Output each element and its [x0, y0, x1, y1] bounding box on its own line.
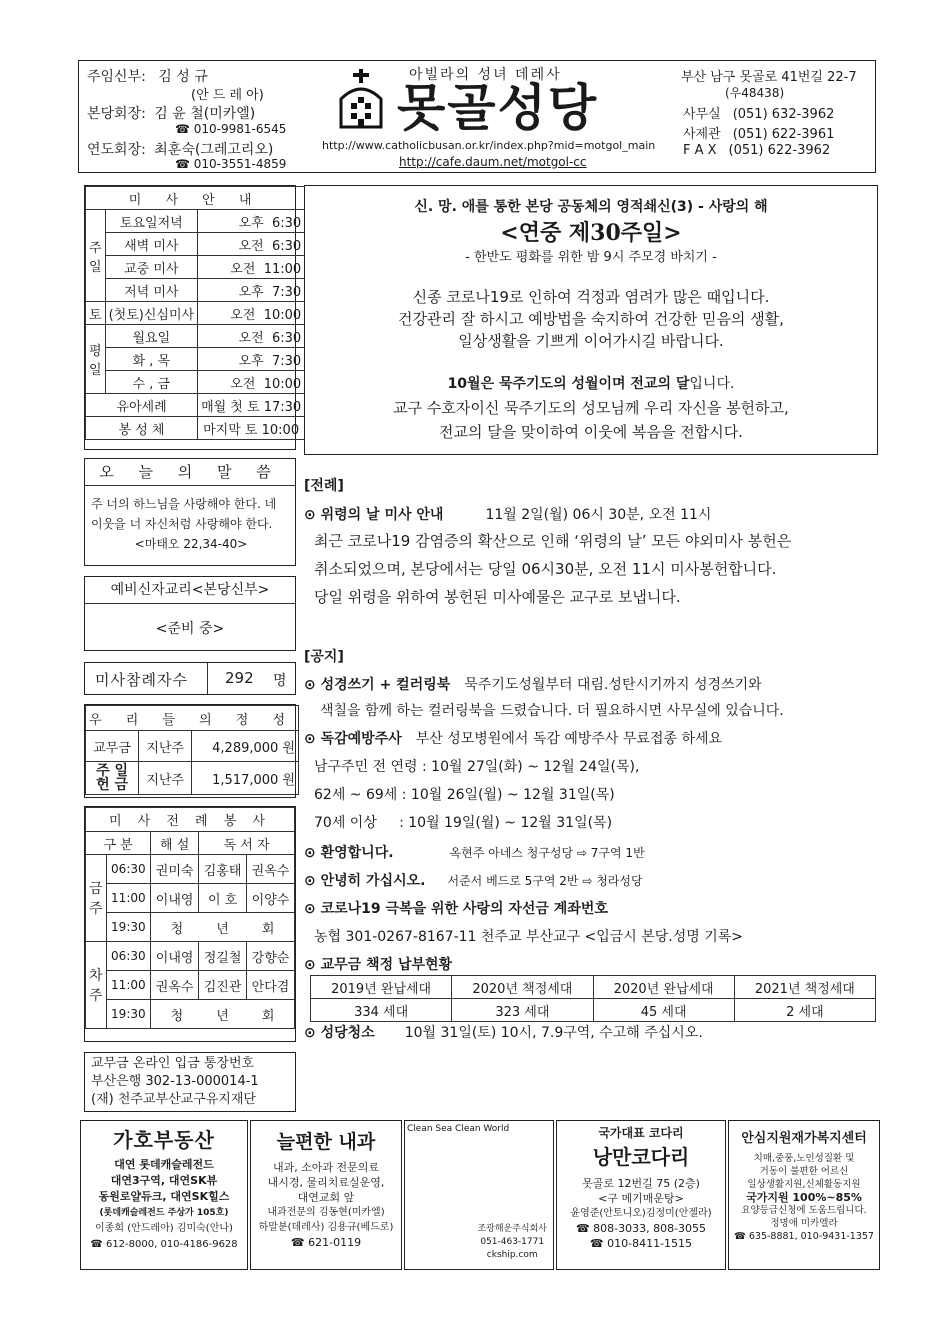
mass-name: (첫토)신심미사 [105, 302, 198, 325]
table-row [86, 394, 305, 417]
mass-ampm: 오전 [238, 238, 264, 254]
ad-tagline: 국가대표 코다리 [598, 1126, 684, 1140]
mass-name: 저녁 미사 [105, 279, 198, 302]
welcome-text: 옥현주 아네스 청구성당 ⇨ 7구역 1반 [449, 846, 645, 860]
pastor-label: 주임신부: [87, 69, 146, 85]
church-name: 못골성당 [397, 79, 599, 137]
service-person: 이내영 [151, 942, 199, 971]
office-label: 사무실 [683, 107, 721, 122]
dues-status-item [304, 954, 452, 974]
account-number: 부산은행 302-13-000014-1 [91, 1074, 259, 1089]
table-row [311, 999, 876, 1022]
mass-time-value: 6:30 [271, 215, 302, 231]
senior-row [87, 139, 273, 159]
table-row [86, 348, 305, 371]
service-person: 정길철 [199, 942, 247, 971]
mass-title: 미 사 안 내 [86, 187, 305, 210]
flu-shot-item [304, 728, 722, 748]
rectory-phone: (051) 622-3961 [732, 127, 835, 142]
flu-shot-line: 62세 ~ 69세 : 10월 26일(월) ~ 12월 31일(목) [314, 787, 615, 803]
service-person: 이양수 [247, 884, 295, 913]
circle-bullet-icon: ⊙ [304, 1025, 321, 1041]
table-row [311, 976, 876, 999]
ad-line: 내시경, 물리치료실운영, [267, 1176, 385, 1189]
chair-phone: 010-9981-6545 [193, 122, 287, 136]
october-line: 전교의 달을 맞이하여 이웃에 복음을 전합시다. [439, 423, 743, 441]
fax-label: F A X [683, 143, 717, 158]
table-row [86, 302, 305, 325]
table-row [86, 371, 305, 394]
ad-phone: 808-3033, 808-3055 [593, 1222, 707, 1235]
communion-label: 봉 성 체 [86, 417, 198, 440]
youth-group: 청 년 회 [151, 1000, 295, 1029]
greeting-line: 신종 코로나19로 인하여 걱정과 염려가 많은 때입니다. [412, 288, 770, 306]
greeting-line: 건강관리 잘 하시고 예방법을 숙지하여 건강한 믿음의 생활, [398, 310, 784, 328]
table-row [86, 884, 295, 913]
table-row [86, 233, 305, 256]
bible-coloring-item [304, 674, 762, 694]
ad-phone: 010-8411-1515 [607, 1237, 693, 1250]
ad-phone: 612-8000, 010-4186-9628 [105, 1239, 238, 1250]
farewell-text: 서준서 베드로 5구역 2반 ⇨ 청라성당 [447, 874, 643, 888]
ad-line: 조광해운주식회사 [477, 1224, 547, 1234]
table-row [86, 1000, 295, 1029]
communion-time: 마지막 토 10:00 [198, 417, 305, 440]
bible-coloring-text: 묵주기도성월부터 대림.성탄시기까지 성경쓰기와 [464, 677, 762, 693]
table-row [86, 417, 305, 440]
table-row [86, 942, 295, 971]
dues-header: 2019년 완납세대 [311, 976, 452, 999]
fax-row [683, 143, 830, 158]
mass-time [198, 256, 305, 279]
pastor-row [87, 66, 208, 86]
column-header: 해 설 [151, 832, 199, 855]
catechism-body: <준비 중> [155, 621, 225, 637]
dues-status-table [310, 975, 876, 1022]
catechism-box [84, 576, 296, 651]
offering-label [86, 762, 139, 795]
ad-slogan: Clean Sea Clean World [407, 1124, 510, 1134]
dues-header: 2021년 책정세대 [734, 976, 875, 999]
offering-box [84, 704, 296, 798]
ad-line: 대연3구역, 대연SK뷰 [110, 1174, 218, 1187]
mass-ampm: 오후 [238, 215, 264, 231]
ad-line: 대연 롯데캐슬레전드 [114, 1158, 214, 1171]
ad-line: 치매,중풍,노인성질환 및 [753, 1153, 855, 1164]
service-time: 11:00 [106, 971, 151, 1000]
mass-schedule-box [84, 185, 302, 450]
farewell-title: 안녕히 가십시오. [320, 873, 426, 889]
office-phone: (051) 632-3962 [732, 107, 835, 122]
ad-shipping [404, 1120, 554, 1270]
mass-table [85, 186, 305, 440]
phone-icon: ☎ [575, 1222, 594, 1235]
cleaning-text: 10월 31일(토) 10시, 7.9구역, 수고해 주십시오. [404, 1025, 703, 1041]
mass-time-value: 7:30 [271, 353, 302, 369]
service-person: 권옥수 [151, 971, 199, 1000]
table-row [86, 279, 305, 302]
chair-row [87, 103, 255, 123]
table-row [86, 855, 295, 884]
flu-shot-title: 독감예방주사 [320, 731, 402, 747]
service-person: 안다겸 [247, 971, 295, 1000]
cafe-link[interactable]: http://cafe.daum.net/motgol-cc [399, 155, 587, 169]
offering-label: 교무금 [86, 731, 139, 762]
senior-phone: 010-3551-4859 [193, 157, 287, 171]
circle-bullet-icon: ⊙ [304, 507, 321, 523]
senior-label: 연도회장: [87, 142, 146, 158]
todays-word-box [84, 458, 296, 566]
circle-bullet-icon: ⊙ [304, 677, 321, 693]
circle-bullet-icon: ⊙ [304, 957, 321, 973]
circle-bullet-icon: ⊙ [304, 731, 321, 747]
ad-gaho-realestate [80, 1120, 248, 1270]
welcome-item [304, 842, 645, 862]
service-person: 강향순 [247, 942, 295, 971]
chair-label: 본당회장: [87, 106, 146, 122]
dues-value: 334 세대 [311, 999, 452, 1022]
greeting-line: 일상생활을 기쁘게 이어가시길 바랍니다. [458, 332, 724, 350]
ad-name: 가호부동산 [113, 1128, 215, 1152]
ad-line: 동원로얄듀크, 대연SK힐스 [98, 1190, 230, 1203]
chair-name: 김 윤 철(미카엘) [154, 106, 256, 122]
circle-bullet-icon: ⊙ [304, 845, 321, 861]
mass-time-value: 11:00 [263, 261, 302, 277]
phone-icon: ☎ [175, 122, 194, 136]
saturday-label: 토 [86, 302, 106, 325]
cleaning-item [304, 1022, 703, 1042]
mass-name: 교중 미사 [105, 256, 198, 279]
ad-line: 국가지원 100%~85% [746, 1191, 862, 1204]
mass-ampm: 오전 [230, 261, 256, 277]
attendance-box [84, 662, 296, 695]
farewell-item [304, 870, 643, 890]
mass-time [198, 233, 305, 256]
memorial-mass-title: 위령의 날 미사 안내 [320, 507, 444, 523]
address: 부산 남구 못골로 41번길 22-7 [681, 70, 857, 85]
account-holder: (재) 천주교부산교구유지재단 [91, 1092, 256, 1107]
attendance-label: 미사참례자수 [95, 671, 188, 689]
infant-baptism-label: 유아세례 [86, 394, 198, 417]
pastor-name: 김 성 규 [158, 69, 208, 85]
offering-week: 지난주 [139, 762, 192, 795]
dues-header: 2020년 책정세대 [452, 976, 593, 999]
notices-area [304, 470, 882, 1070]
bible-coloring-line: 색칠을 함께 하는 컬러링북을 드렸습니다. 더 필요하시면 사무실에 있습니다. [320, 703, 784, 719]
phone-icon: ☎ [589, 1237, 608, 1250]
mass-name: 새벽 미사 [105, 233, 198, 256]
table-row [86, 762, 299, 795]
mass-time-value: 10:00 [263, 376, 302, 392]
todays-word-line: 이웃을 너 자신처럼 사랑해야 한다. [91, 517, 273, 531]
ad-line: 요양등급신청에 도움드립니다. [741, 1205, 867, 1216]
ad-line: 윤영준(안토니오)김정미(안젤라) [570, 1208, 712, 1219]
ad-line: 일상생활지원,신체활동지원 [747, 1179, 861, 1190]
service-person: 김홍태 [199, 855, 247, 884]
notice-heading: [공지] [304, 649, 344, 665]
ad-line: <구 메기매운탕> [598, 1192, 684, 1205]
dues-status-title: 교무금 책정 납부현황 [320, 957, 453, 973]
phone-icon: ☎ [734, 1231, 749, 1242]
rectory-label: 사제관 [683, 127, 721, 142]
ad-line: 이종희 (안드레아) 김미숙(안나) [95, 1223, 233, 1234]
service-time: 11:00 [106, 884, 151, 913]
service-person: 이 호 [199, 884, 247, 913]
sunday-offering-label: 헌 금 [96, 777, 129, 793]
mass-ampm: 오후 [238, 284, 264, 300]
mass-ampm: 오전 [238, 330, 264, 346]
senior-phone-row [175, 157, 286, 171]
ad-line: 하말분(데레사) 김용규(베드로) [258, 1222, 394, 1233]
ad-phone: 051-463-1771 [480, 1237, 545, 1247]
charity-fund-account: 농협 301-0267-8167-11 천주교 부산교구 <입금시 본당.성명 기록> [314, 929, 743, 945]
todays-word-body [85, 486, 295, 554]
mass-time-value: 10:00 [263, 307, 302, 323]
mass-time [198, 371, 305, 394]
circle-bullet-icon: ⊙ [304, 873, 321, 889]
october-highlight: 10월은 묵주기도의 성월이며 전교의 달 [447, 376, 690, 392]
ad-name: 늘편한 내과 [276, 1131, 376, 1153]
ad-name: 낭만코다리 [592, 1145, 690, 1169]
service-time: 06:30 [106, 942, 151, 971]
phone-icon: ☎ [290, 1236, 309, 1249]
office-row [683, 103, 834, 122]
attendance-unit: 명 [273, 673, 287, 689]
account-title: 교무금 온라인 입금 통장번호 [91, 1056, 255, 1071]
mass-name: 화 , 목 [105, 348, 198, 371]
october-rest: 입니다. [689, 376, 735, 392]
ad-website: ckship.com [486, 1250, 538, 1260]
next-week-label: 차주 [86, 942, 107, 1029]
rectory-row [683, 123, 834, 142]
chair-phone-row [175, 122, 286, 136]
online-account-box [84, 1052, 296, 1112]
senior-name: 최훈숙(그레고리오) [154, 142, 274, 158]
dues-value: 45 세대 [593, 999, 734, 1022]
zip-code: (우48438) [725, 86, 785, 100]
ad-name: 안심지원재가복지센터 [741, 1131, 867, 1146]
ad-phone: 621-0119 [308, 1236, 362, 1249]
table-row [86, 832, 295, 855]
mass-ampm: 오전 [230, 376, 256, 392]
dues-header: 2020년 완납세대 [593, 976, 734, 999]
offering-title: 우 리 들 의 정 성 [86, 706, 299, 731]
service-person: 권옥수 [247, 855, 295, 884]
divider [207, 663, 208, 694]
sunday-offering-label: 주 일 [96, 763, 129, 779]
cleaning-title: 성당청소 [320, 1025, 375, 1041]
mass-time [198, 348, 305, 371]
this-week-label: 금주 [86, 855, 107, 942]
ad-phone: 635-8881, 010-9431-1357 [748, 1231, 874, 1242]
service-person: 이내영 [151, 884, 199, 913]
table-row [86, 210, 305, 233]
offering-amount: 4,289,000 원 [192, 731, 299, 762]
todays-word-line: 주 너의 하느님을 사랑해야 한다. 네 [91, 497, 277, 511]
mass-time [198, 210, 305, 233]
church-subtitle: 아빌라의 성녀 데레사 [409, 67, 562, 83]
table-row [86, 256, 305, 279]
greeting-paragraph [305, 286, 877, 352]
ad-restaurant [556, 1120, 726, 1270]
ad-clinic [250, 1120, 402, 1270]
flu-shot-line: 70세 이상 : 10월 19일(월) ~ 12월 31일(목) [314, 815, 613, 831]
phone-icon: ☎ [90, 1239, 106, 1250]
ad-line: 내과, 소아과 전문의료 [272, 1161, 380, 1174]
mass-name: 수 , 금 [105, 371, 198, 394]
service-table [85, 807, 295, 1029]
todays-word-title: 오 늘 의 말 씀 [85, 459, 295, 486]
mass-name: 토요일저녁 [105, 210, 198, 233]
offering-week: 지난주 [139, 731, 192, 762]
mass-name: 월요일 [105, 325, 198, 348]
mass-ampm: 오전 [230, 307, 256, 323]
parish-theme: 신. 망. 애를 통한 본당 공동체의 영적쇄신(3) - 사랑의 해 [414, 199, 768, 215]
dues-value: 323 세대 [452, 999, 593, 1022]
service-time: 06:30 [106, 855, 151, 884]
service-person: 김진관 [199, 971, 247, 1000]
mass-time [198, 279, 305, 302]
memorial-mass-item [304, 504, 711, 524]
weekday-label: 평일 [86, 325, 106, 394]
memorial-mass-line: 취소되었으며, 본당에서는 당일 06시30분, 오전 11시 미사봉헌합니다. [314, 560, 777, 578]
memorial-mass-line: 최근 코로나19 감염증의 확산으로 인해 ‘위령의 날’ 모든 야외미사 봉헌은 [314, 532, 792, 550]
dues-value: 2 세대 [734, 999, 875, 1022]
offering-amount: 1,517,000 원 [192, 762, 299, 795]
main-announcement-box [304, 185, 878, 455]
church-logo-icon [337, 69, 385, 133]
liturgy-heading: [전례] [304, 478, 344, 494]
column-header: 독 서 자 [199, 832, 295, 855]
table-row [86, 325, 305, 348]
ad-welfare-center [728, 1120, 880, 1270]
circle-bullet-icon: ⊙ [304, 901, 321, 917]
mass-time-value: 7:30 [271, 284, 302, 300]
memorial-mass-line: 당일 위령을 위하여 봉헌된 미사예물은 교구로 보냅니다. [314, 588, 681, 606]
sunday-label: 주일 [86, 210, 106, 302]
header-box [78, 60, 876, 173]
ad-line: 거동이 불편한 어르신 [759, 1166, 849, 1177]
welcome-title: 환영합니다. [320, 845, 394, 861]
dues-status-table-wrap [310, 975, 876, 1022]
charity-fund-item [304, 898, 608, 918]
october-line: 교구 수호자이신 묵주기도의 성모님께 우리 자신을 봉헌하고, [393, 399, 789, 417]
mass-time-value: 6:30 [271, 330, 302, 346]
flu-shot-line: 남구주민 전 연령 : 10월 27일(화) ~ 12월 24일(목), [314, 759, 640, 775]
flu-shot-text: 부산 성모병원에서 독감 예방주사 무료접종 하세요 [415, 731, 723, 747]
ad-line: (롯데캐슬레전드 주상가 105호) [99, 1208, 229, 1218]
pastor-baptismal: (안 드 레 아) [191, 88, 264, 103]
table-row [86, 913, 295, 942]
ad-line: 대연교회 앞 [297, 1191, 355, 1204]
fax-phone: (051) 622-3962 [728, 143, 831, 158]
ad-line: 못골로 12번길 75 (2층) [582, 1177, 700, 1190]
infant-baptism-time: 매월 첫 토 17:30 [198, 394, 305, 417]
mass-ampm: 오후 [238, 353, 264, 369]
ad-line: 정명애 미카엘라 [770, 1218, 838, 1229]
service-person: 권미숙 [151, 855, 199, 884]
mass-time [198, 325, 305, 348]
memorial-mass-date: 11월 2일(월) 06시 30분, 오전 11시 [485, 507, 712, 523]
mass-time-value: 6:30 [271, 238, 302, 254]
todays-word-ref: <마태오 22,34-40> [134, 537, 248, 551]
youth-group: 청 년 회 [151, 913, 295, 942]
bible-coloring-title: 성경쓰기 + 컬러링북 [320, 677, 451, 693]
sunday-subtitle: - 한반도 평화를 위한 밤 9시 주모경 바치기 - [465, 250, 717, 265]
attendance-count: 292 [225, 669, 254, 687]
table-row [86, 731, 299, 762]
phone-icon: ☎ [175, 157, 194, 171]
catechism-title: 예비신자교리<본당신부> [85, 577, 295, 604]
ad-line: 내과전문의 김동현(미카엘) [267, 1207, 385, 1218]
mass-time [198, 302, 305, 325]
service-roster-box [84, 806, 296, 1042]
table-row [86, 971, 295, 1000]
website-link[interactable]: http://www.catholicbusan.or.kr/index.php?mid=motgol_main [322, 139, 656, 152]
service-title: 미 사 전 례 봉 사 [86, 808, 295, 832]
service-time: 19:30 [106, 913, 151, 942]
sunday-title: <연중 제30주일> [500, 220, 682, 246]
service-time: 19:30 [106, 1000, 151, 1029]
offering-table [85, 705, 299, 795]
october-paragraph [305, 372, 877, 444]
column-header: 구 분 [86, 832, 151, 855]
charity-fund-title: 코로나19 극복을 위한 사랑의 자선금 계좌번호 [320, 901, 608, 917]
